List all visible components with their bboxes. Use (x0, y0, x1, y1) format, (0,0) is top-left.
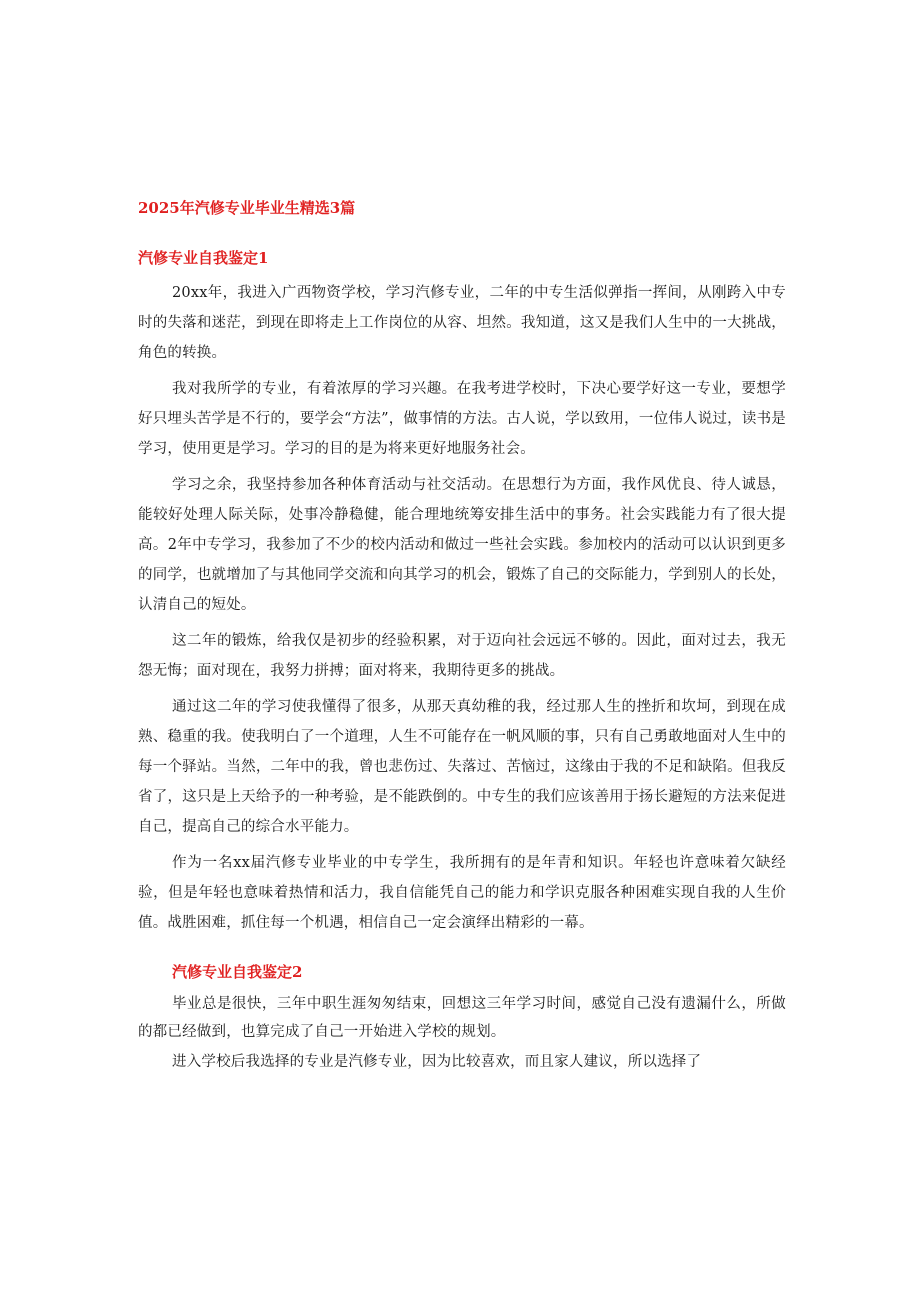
paragraph: 20xx年，我进入广西物资学校，学习汽修专业，二年的中专生活似弹指一挥间，从刚跨入中专时的失落和迷茫，到现在即将走上工作岗位的从容、坦然。我知道，这又是我们人生中的一大挑战，角色的转换。 (138, 285, 786, 361)
paragraph: 我对我所学的专业，有着浓厚的学习兴趣。在我考进学校时，下决心要学好这一专业，要想学好只埋头苦学是不行的，要学会“方法”，做事情的方法。古人说，学以致用，一位伟人说过，读书是学习，使用更是学习。学习的目的是为将来更好地服务社会。 (138, 381, 786, 457)
paragraph: 这二年的锻炼，给我仅是初步的经验积累，对于迈向社会远远不够的。因此，面对过去，我无怨无悔；面对现在，我努力拼搏；面对将来，我期待更多的挑战。 (138, 633, 786, 679)
document-title: 2025年汽修专业毕业生精选3篇 (138, 199, 356, 217)
paragraph: 学习之余，我坚持参加各种体育活动与社交活动。在思想行为方面，我作风优良、待人诚恳，能较好处理人际关际，处事冷静稳健，能合理地统筹安排生活中的事务。社会实践能力有了很大提高。2年中专学习，我参加了不少的校内活动和做过一些社会实践。参加校内的活动可以认识到更多的同学，也就增加了与其他同学交流和向其学习的机会，锻炼了自己的交际能力，学到别人的长处，认清自己的短处。 (138, 477, 786, 613)
document-page (138, 196, 786, 1078)
paragraph: 通过这二年的学习使我懂得了很多，从那天真幼稚的我，经过那人生的挫折和坎坷，到现在成熟、稳重的我。使我明白了一个道理，人生不可能存在一帆风顺的事，只有自己勇敢地面对人生中的每一个驿站。当然，二年中的我，曾也悲伤过、失落过、苦恼过，这缘由于我的不足和缺陷。但我反省了，这只是上天给予的一种考验，是不能跌倒的。中专生的我们应该善用于扬长避短的方法来促进自己，提高自己的综合水平能力。 (138, 699, 786, 835)
paragraph: 作为一名xx届汽修专业毕业的中专学生，我所拥有的是年青和知识。年轻也许意味着欠缺经验，但是年轻也意味着热情和活力，我自信能凭自己的能力和学识克服各种困难实现自我的人生价值。战胜困难，抓住每一个机遇，相信自己一定会演绎出精彩的一幕。 (138, 855, 786, 931)
section-heading-1: 汽修专业自我鉴定1 (138, 249, 269, 267)
paragraph: 进入学校后我选择的专业是汽修专业，因为比较喜欢，而且家人建议，所以选择了 (172, 1054, 702, 1070)
paragraph: 毕业总是很快，三年中职生涯匆匆结束，回想这三年学习时间，感觉自己没有遗漏什么，所做的都已经做到，也算完成了自己一开始进入学校的规划。 (138, 996, 786, 1040)
section-heading-2: 汽修专业自我鉴定2 (172, 963, 303, 981)
